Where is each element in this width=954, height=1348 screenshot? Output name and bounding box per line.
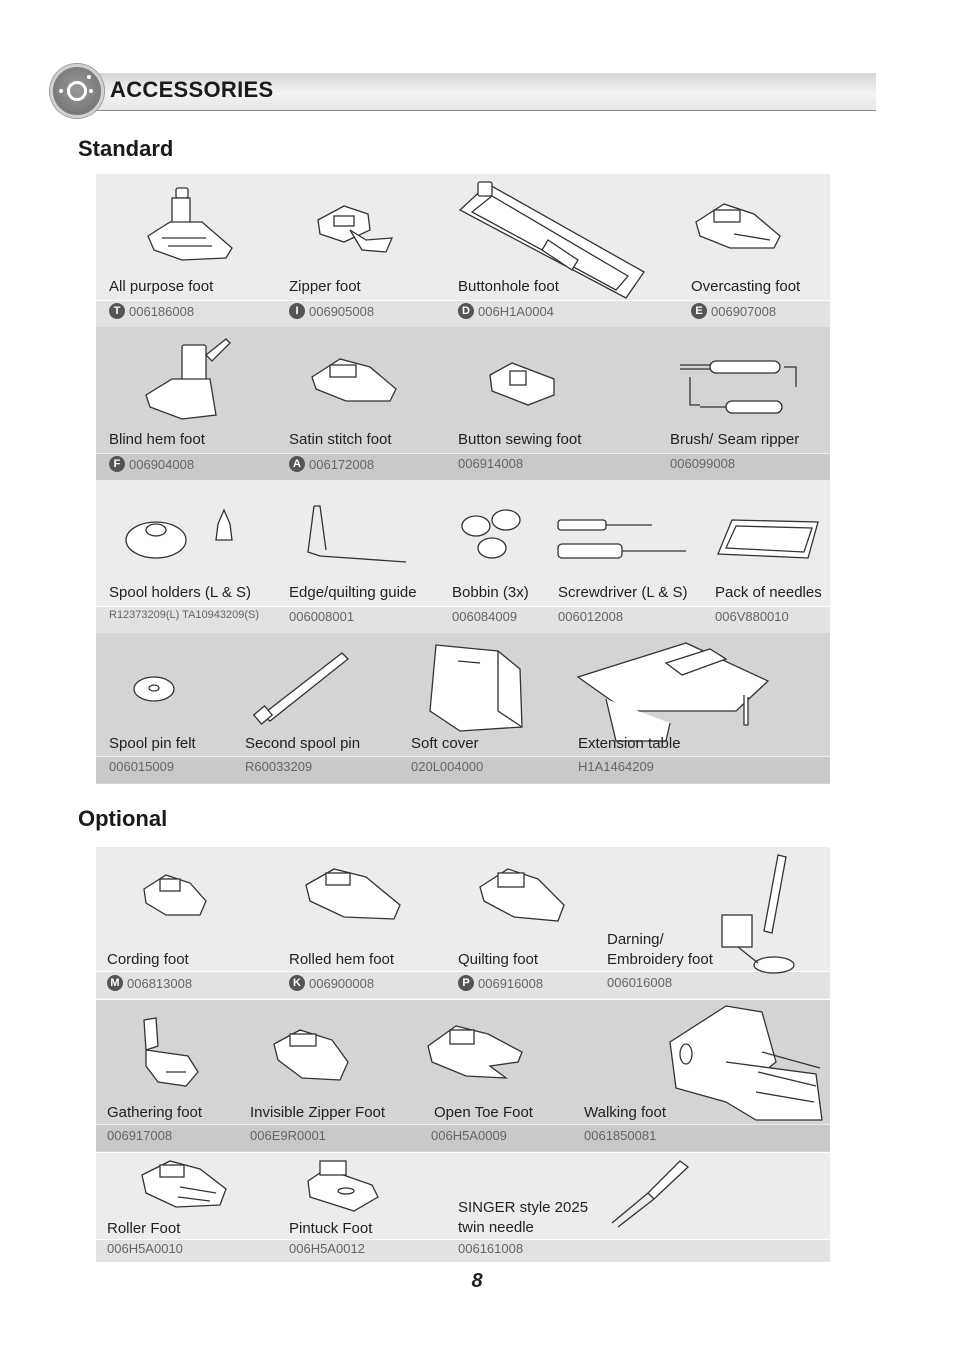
walking-foot-icon (666, 1002, 826, 1124)
item-name: Spool pin felt (109, 735, 196, 752)
item-code: P 006916008 (458, 975, 543, 991)
item-code: E 006907008 (691, 303, 776, 319)
blind-hem-foot-icon (142, 335, 232, 435)
item-name: Soft cover (411, 735, 479, 752)
item-name: Zipper foot (289, 278, 361, 295)
page-number: 8 (471, 1270, 483, 1292)
item-name: Darning/ (607, 931, 664, 948)
standard-title: Standard (78, 136, 174, 161)
standard-row-3 (96, 480, 830, 632)
cording-foot-icon (142, 871, 210, 921)
item-name: Second spool pin (245, 735, 361, 752)
optional-row-1 (96, 847, 830, 999)
item-code: 006914008 (458, 456, 524, 471)
item-code: H1A1464209 (578, 759, 654, 774)
button-sewing-foot-icon (488, 361, 558, 409)
badge-icon: A (289, 456, 305, 472)
item-code: 006016008 (607, 975, 673, 990)
item-code: 006H5A0009 (431, 1128, 507, 1143)
item-name: Overcasting foot (691, 278, 801, 295)
item-code: 0061850081 (584, 1128, 657, 1143)
item-code: I 006905008 (289, 303, 374, 319)
item-name: Roller Foot (107, 1220, 181, 1237)
item-name: Spool holders (L & S) (109, 584, 252, 601)
standard-row-2 (96, 327, 830, 479)
item-name: Buttonhole foot (458, 278, 559, 295)
item-name: Extension table (578, 735, 681, 752)
item-code: D 006H1A0004 (458, 303, 554, 319)
open-toe-foot-icon (426, 1022, 526, 1080)
item-name: Button sewing foot (458, 431, 582, 448)
item-code: K 006900008 (289, 975, 374, 991)
item-code: 006917008 (107, 1128, 173, 1143)
badge-icon: F (109, 456, 125, 472)
edge-quilting-guide-icon (306, 502, 410, 568)
item-name: Gathering foot (107, 1104, 203, 1121)
item-name: Cording foot (107, 951, 189, 968)
badge-icon: D (458, 303, 474, 319)
brush-seam-ripper-icon (680, 357, 802, 417)
item-name: All purpose foot (109, 278, 214, 295)
item-name: twin needle (458, 1219, 534, 1236)
item-name: Brush/ Seam ripper (670, 431, 800, 448)
item-code: M 006813008 (107, 975, 192, 991)
badge-icon: T (109, 303, 125, 319)
item-name: SINGER style 2025 (458, 1199, 589, 1216)
item-name: Embroidery foot (607, 951, 713, 968)
standard-row-1 (96, 174, 830, 326)
roller-foot-icon (140, 1159, 230, 1213)
twin-needle-icon (608, 1159, 692, 1229)
zipper-foot-icon (314, 200, 400, 260)
bobbins-icon (458, 506, 524, 568)
item-name: Quilting foot (458, 951, 539, 968)
item-code: 006E9R0001 (250, 1128, 326, 1143)
item-code: A 006172008 (289, 456, 374, 472)
satin-stitch-foot-icon (310, 353, 400, 413)
item-name: Rolled hem foot (289, 951, 395, 968)
item-code: 006161008 (458, 1241, 524, 1256)
item-name: Pintuck Foot (289, 1220, 373, 1237)
item-name: Invisible Zipper Foot (250, 1104, 386, 1121)
badge-icon: I (289, 303, 305, 319)
gathering-foot-icon (138, 1016, 202, 1088)
optional-row-3 (96, 1153, 830, 1261)
section-header (50, 64, 876, 116)
item-code: 006012008 (558, 609, 624, 624)
badge-icon: K (289, 975, 305, 991)
rolled-hem-foot-icon (304, 865, 404, 925)
item-code: 006H5A0010 (107, 1241, 183, 1256)
header-circle-icon (50, 64, 104, 118)
badge-icon: P (458, 975, 474, 991)
quilting-foot-icon (478, 865, 568, 927)
item-code: R12373209(L) TA10943209(S) (109, 609, 260, 621)
all-purpose-foot-icon (142, 186, 242, 276)
item-name: Edge/quilting guide (289, 584, 417, 601)
screwdrivers-icon (556, 516, 692, 564)
item-code: F 006904008 (109, 456, 194, 472)
item-code: 020L004000 (411, 759, 484, 774)
item-name: Satin stitch foot (289, 431, 392, 448)
second-spool-pin-icon (252, 651, 352, 727)
item-code: 006015009 (109, 759, 175, 774)
item-name: Screwdriver (L & S) (558, 584, 688, 601)
item-name: Pack of needles (715, 584, 822, 601)
optional-title: Optional (78, 806, 168, 831)
badge-icon: M (107, 975, 123, 991)
standard-row-4 (96, 633, 830, 784)
optional-row-2 (96, 1000, 830, 1152)
item-name: Bobbin (3x) (452, 584, 529, 601)
item-code: 006008001 (289, 609, 355, 624)
spool-holders-icon (124, 506, 254, 566)
darning-embroidery-foot-icon (714, 853, 798, 983)
item-name: Blind hem foot (109, 431, 205, 448)
optional-panel (96, 847, 830, 1261)
item-name: Walking foot (584, 1104, 666, 1121)
item-code: 006V880010 (715, 609, 789, 624)
item-code: 006H5A0012 (289, 1241, 365, 1256)
standard-panel (96, 174, 830, 784)
badge-icon: E (691, 303, 707, 319)
item-code: T 006186008 (109, 303, 194, 319)
spool-pin-felt-icon (132, 675, 178, 705)
item-code: 006084009 (452, 609, 518, 624)
invisible-zipper-foot-icon (272, 1026, 352, 1084)
soft-cover-icon (428, 641, 524, 735)
pack-of-needles-icon (716, 518, 820, 560)
header-title: ACCESSORIES (110, 77, 274, 102)
pintuck-foot-icon (306, 1159, 382, 1215)
item-code: 006099008 (670, 456, 736, 471)
item-code: R60033209 (245, 759, 313, 774)
item-name: Open Toe Foot (434, 1104, 533, 1121)
overcasting-foot-icon (694, 200, 784, 256)
